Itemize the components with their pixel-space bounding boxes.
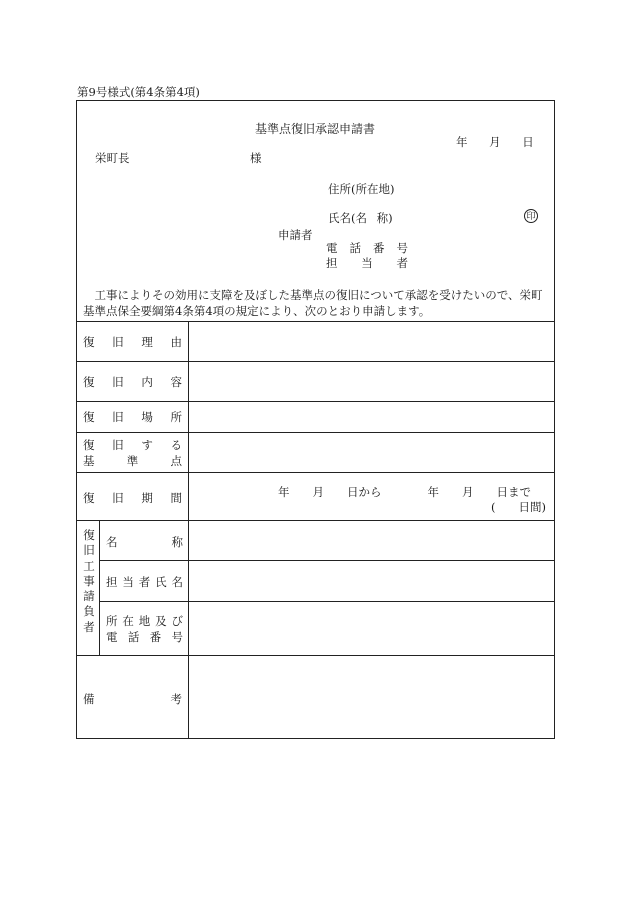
label-char: 旧 — [112, 438, 124, 452]
label-char: 復 — [83, 375, 95, 389]
label-char: 場 — [141, 410, 153, 424]
label-char: 旧 — [112, 491, 124, 505]
label-char: 旧 — [112, 410, 124, 424]
sub-row-divider — [99, 560, 555, 561]
label-char: 復 — [83, 491, 95, 505]
label-char: 当 — [122, 575, 134, 589]
sub-row-divider — [99, 601, 555, 602]
label-char: 地 — [138, 614, 151, 628]
label-char: 旧 — [112, 375, 124, 389]
label-char: 復 — [83, 410, 95, 424]
label-char: 備 — [83, 692, 95, 706]
vertical-label-divider — [99, 520, 100, 655]
label-char: 担 — [106, 575, 118, 589]
label-char: 在 — [122, 614, 134, 628]
row-label-points-line-2 — [83, 453, 182, 469]
label-char: 考 — [170, 692, 182, 706]
period-days: ( 日間) — [491, 500, 546, 514]
body-text-line-2: 基準点保全要綱第4条第4項の規定により、次のとおり申請します。 — [83, 304, 431, 318]
label-char: 電 — [106, 630, 118, 644]
phone-label-char: 電 — [326, 241, 338, 255]
row-label-remarks — [83, 691, 182, 707]
addressee: 栄町長 — [95, 151, 130, 165]
person-label-char: 者 — [396, 256, 408, 270]
label-char: す — [141, 438, 153, 452]
label-char: 請 — [83, 589, 95, 604]
label-char: 所 — [170, 410, 182, 424]
label-char: 話 — [127, 630, 140, 644]
label-char: 者 — [83, 619, 95, 634]
form-title: 基準点復旧承認申請書 — [255, 122, 376, 136]
applicant-address-label: 住所(所在地) — [328, 182, 395, 196]
row-label-place — [83, 409, 182, 425]
row-divider — [76, 432, 555, 433]
label-char: 負 — [83, 604, 95, 619]
label-char: 間 — [170, 491, 182, 505]
label-char: 名 — [171, 575, 183, 589]
label-char: 名 — [106, 535, 118, 549]
row-divider — [76, 321, 555, 322]
label-column-divider — [188, 321, 189, 739]
phone-label-char: 号 — [396, 241, 408, 255]
row-divider — [76, 472, 555, 473]
label-char: 復 — [83, 438, 95, 452]
row-label-period — [83, 490, 182, 506]
label-char: 準 — [126, 454, 139, 468]
contractor-person-label — [106, 574, 183, 590]
row-label-content — [83, 374, 182, 390]
label-char: 称 — [171, 535, 183, 549]
row-label-points-line-1 — [83, 437, 182, 453]
contractor-name-label — [106, 534, 183, 550]
label-char: 理 — [141, 335, 153, 349]
honorific: 様 — [250, 151, 262, 165]
label-char: 工 — [83, 558, 95, 573]
person-label-char: 当 — [361, 256, 373, 270]
label-char: び — [171, 614, 183, 628]
form-number: 第9号様式(第4条第4項) — [77, 85, 200, 99]
applicant-phone-label — [326, 240, 408, 256]
label-char: 基 — [83, 454, 95, 468]
applicant-person-label — [326, 255, 408, 271]
contractor-address-label-line-1 — [106, 613, 183, 629]
row-divider — [76, 655, 555, 656]
label-char: 事 — [83, 573, 95, 588]
label-char: 者 — [138, 575, 151, 589]
row-divider — [76, 520, 555, 521]
label-char: 復 — [83, 335, 95, 349]
label-char: 旧 — [112, 335, 124, 349]
seal-mark: 印 — [524, 209, 538, 223]
contractor-address-label-line-2 — [106, 629, 183, 645]
label-char: る — [170, 438, 182, 452]
label-char: 復 — [83, 528, 95, 542]
label-char: 及 — [155, 614, 167, 628]
person-label-char: 担 — [326, 256, 338, 270]
label-char: 所 — [106, 614, 118, 628]
period-range: 年 月 日から 年 月 日まで — [278, 485, 531, 499]
label-char: 容 — [170, 375, 182, 389]
label-char: 番 — [149, 630, 162, 644]
label-char: 内 — [141, 375, 153, 389]
label-char: 号 — [171, 630, 183, 644]
row-divider — [76, 401, 555, 402]
phone-label-char: 番 — [373, 241, 385, 255]
label-char: 氏 — [155, 575, 167, 589]
applicant-label: 申請者 — [278, 228, 313, 242]
label-char: 期 — [141, 491, 153, 505]
contractor-vertical-label — [83, 528, 95, 635]
body-text-line-1: 工事によりその効用に支障を及ぼした基準点の復旧について承認を受けたいので、栄町 — [83, 288, 543, 302]
application-date: 年 月 日 — [456, 135, 534, 149]
label-char: 点 — [170, 454, 182, 468]
row-label-reason — [83, 334, 182, 350]
phone-label-char: 話 — [349, 241, 361, 255]
applicant-name-label: 氏名(名 称) — [328, 211, 393, 225]
label-char: 旧 — [83, 543, 95, 558]
label-char: 由 — [170, 335, 182, 349]
row-divider — [76, 361, 555, 362]
